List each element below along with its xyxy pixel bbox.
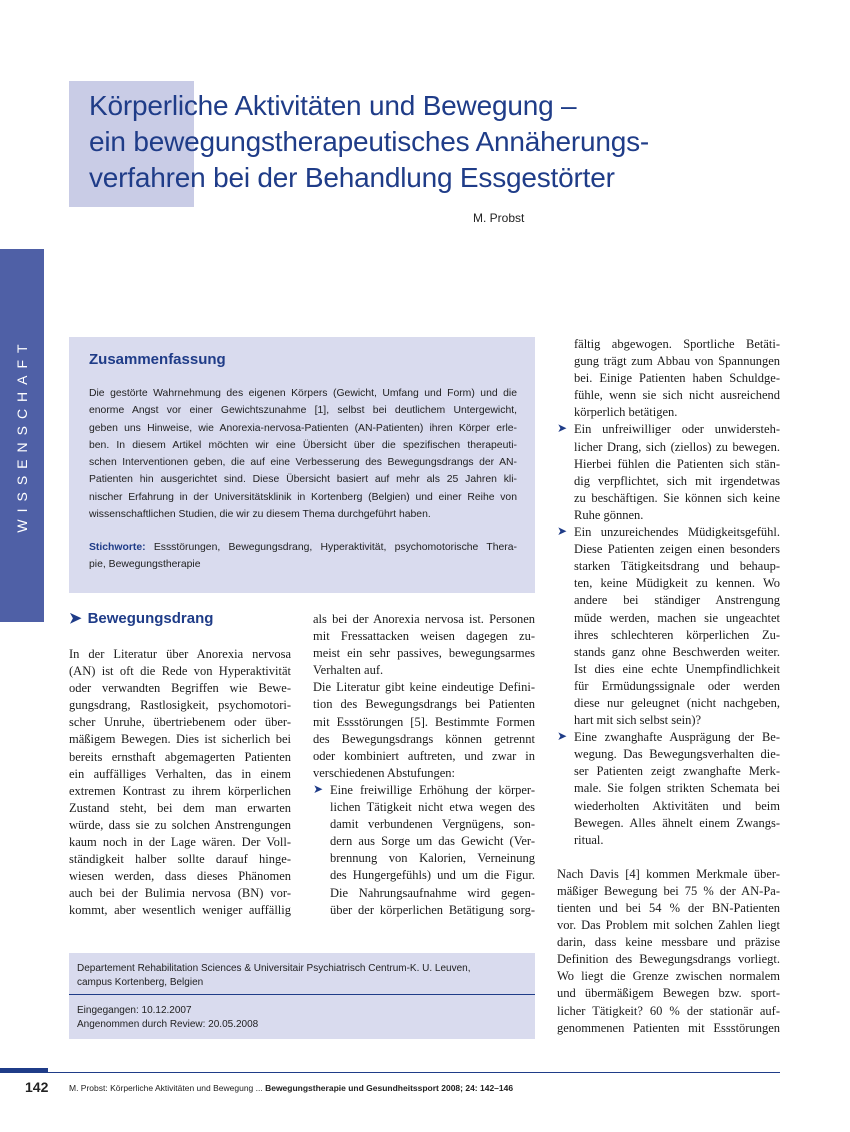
arrow-bullet-icon: ➤: [557, 524, 568, 539]
body-line: (AN) ist oft die Rede von Hyperaktivität: [69, 664, 291, 679]
body-line: male. Sie folgen strikten Schemata bei: [574, 781, 780, 796]
body-line: meist ein sehr passives, bewegungsarmes: [313, 646, 535, 661]
author: M. Probst: [473, 211, 525, 225]
body-line: kaum noch in der Lage wären. Der Voll-: [69, 835, 291, 850]
arrow-bullet-icon: ➤: [69, 610, 82, 627]
body-line: darin, dass keine messbare und präzise: [557, 935, 780, 950]
abstract-body: [89, 385, 517, 523]
body-line: ritual.: [574, 832, 604, 847]
body-line: andere bei ständiger Anstrengung: [574, 593, 780, 608]
body-line: fühle, wenn sie sich nicht ausreichend: [574, 388, 780, 403]
abstract-line: Die gestörte Wahrnehmung des eigenen Körpers (Gewicht, Umfang und Form) und die: [89, 388, 517, 399]
body-line: müde werden, machen sie ungeachtet: [574, 610, 780, 625]
body-line: starken Tätigkeitsdrang und behaup-: [574, 559, 780, 574]
body-line: wiesen werden, dass dieses Phänomen: [69, 869, 291, 884]
body-line: licher Tätigkeit? 60 % der stationär auf-: [557, 1003, 780, 1018]
body-line: gung trägt zum Abbau von Spannungen: [574, 354, 780, 369]
body-line: scher Unruhe, übertriebenem oder über-: [69, 715, 291, 730]
body-line: und übermäßigem Bewegen bzw. sport-: [557, 986, 780, 1001]
body-line: vor. Das Problem mit solchen Zahlen liegt: [557, 918, 780, 933]
keywords-line: pie, Bewegungstherapie: [89, 559, 201, 571]
body-line: stands ganz ohne Beschwerden weiter.: [574, 644, 780, 659]
title-line: ein bewegungstherapeutisches Annäherungs-: [89, 126, 649, 157]
section-side-label: WISSENSCHAFT: [14, 337, 30, 533]
body-line: ein auffälliges Verhalten, das in einem: [69, 766, 291, 781]
body-line: licher Drang, sich (ziellos) zu bewegen.: [574, 439, 780, 454]
title-line: Körperliche Aktivitäten und Bewegung –: [89, 90, 577, 121]
body-line: für Ermüdungssignale oder werden: [574, 678, 780, 693]
body-line: ten, keine Müdigkeit zu kennen. Wo: [574, 576, 780, 591]
body-line: Wo liegt die Grenze zwischen normalem: [557, 969, 780, 984]
body-line: fältig abgewogen. Sportliche Betäti-: [574, 337, 780, 351]
list-item: [557, 524, 780, 729]
body-line: bereits ernsthaft abgemagerten Patienten: [69, 749, 291, 764]
affiliation-divider: [69, 994, 535, 995]
body-line: verschiedenen Abstufungen:: [313, 765, 455, 780]
affiliation-line: Departement Rehabilitation Sciences & Universitair Psychiatrisch Centrum-K. U. Leuven,: [77, 963, 471, 974]
body-line: lichen Tätigkeit nicht etwa wegen des: [330, 800, 535, 815]
body-line: ihres schlechteren körperlichen Zu-: [574, 627, 780, 642]
body-line: genommenen Patienten mit Essstörungen: [557, 1020, 780, 1035]
arrow-bullet-icon: ➤: [557, 729, 568, 744]
body-line: Nach Davis [4] kommen Merkmale über-: [557, 866, 780, 881]
section-heading-text: Bewegungsdrang: [87, 610, 214, 627]
list-item: [557, 729, 780, 849]
body-line: mit Essstörungen [5]. Bestimmte Formen: [313, 714, 535, 729]
footer-citation: [69, 1083, 513, 1093]
body-line: ständigkeit halber sollte darauf hinge-: [69, 852, 291, 867]
affiliation: [77, 962, 471, 989]
body-line: extremen Kontrast zu ihrem körperlichen: [69, 783, 291, 798]
list-item-continued: [557, 336, 780, 421]
citation-journal: Bewegungstherapie und Gesundheitssport 2008; 24: 142–146: [265, 1083, 514, 1093]
footer-rule: [48, 1072, 780, 1073]
abstract-box: [69, 337, 535, 593]
list-item: [557, 421, 780, 524]
keywords-label: Stichworte:: [89, 542, 146, 553]
abstract-line: enorme Angst vor einer Gewichtszunahme [1], selbst bei deutlichem Untergewicht,: [89, 405, 517, 417]
body-line: oder kombiniert auftreten, und zwar in: [313, 748, 535, 763]
body-line: Ein unfreiwilliger oder unwidersteh-: [574, 422, 780, 437]
paragraph-gap: [557, 849, 780, 866]
body-line: damit verbundenen Vergnügens, son-: [330, 817, 535, 832]
page-number: 142: [25, 1079, 49, 1095]
body-line: hart mit sich selbst sein)?: [574, 713, 702, 728]
title-line: verfahren bei der Behandlung Essgestörter: [89, 162, 615, 193]
body-line: Eine freiwillige Erhöhung der körper-: [330, 782, 535, 797]
body-line: ser Patienten zeigt zwanghafte Merk-: [574, 764, 780, 779]
body-line: zu beschäftigen. Sie können sich keine: [574, 490, 780, 505]
abstract-line: Patienten hin ausgerichtet sind. Diese Übersicht basiert auf mehr als 25 Jahren kli-: [89, 474, 517, 486]
affiliation-line: campus Kortenberg, Belgien: [77, 976, 204, 988]
abstract-line: ben. In diesem Artikel möchten wir eine Übersicht über die spezifischen therapeuti-: [89, 439, 517, 451]
affiliation-box: [69, 953, 535, 1039]
body-line: mäßiger Bewegung bei 75 % der AN-Pa-: [557, 883, 780, 898]
arrow-bullet-icon: ➤: [557, 421, 568, 436]
text-column-3: [557, 336, 780, 1037]
body-line: Hierbei fühlen die Patienten sich stän-: [574, 456, 780, 471]
body-line: gungsdrang, Rastlosigkeit, psychomotori-: [69, 698, 291, 713]
body-line: Ruhe gönnen.: [574, 507, 644, 522]
body-line: bei. Einige Patienten haben Schuldge-: [574, 371, 780, 386]
accepted-date: Angenommen durch Review: 20.05.2008: [77, 1018, 259, 1030]
body-line: Zustand steht, bei dem man erwarten: [69, 800, 291, 815]
article-dates: [77, 1004, 258, 1031]
body-line: Ist dies eine echte Unempfindlichkeit: [574, 661, 780, 676]
received-date: Eingegangen: 10.12.2007: [77, 1005, 192, 1016]
body-line: über der körperlichen Betätigung sorg-: [330, 902, 535, 917]
arrow-bullet-icon: ➤: [313, 781, 324, 796]
body-line: wegung. Das Bewegungsverhalten die-: [574, 747, 780, 762]
abstract-heading: Zusammenfassung: [89, 351, 226, 368]
body-line: Die Nahrungsaufnahme wird gegen-: [330, 885, 535, 900]
body-line: Diese Patienten zeigen einen besonders: [574, 542, 780, 557]
text-column-2: [313, 611, 535, 919]
keywords-text: Essstörungen, Bewegungsdrang, Hyperaktivität, psychomotorische Thera-: [145, 542, 517, 553]
body-line: Definition des Bewegungsdrangs vorliegt.: [557, 952, 780, 967]
abstract-line: schen Interventionen geben, die auf eine Verbesserung des Bewegungsdrangs der AN-: [89, 457, 517, 469]
body-line: brennung von Kalorien, Verneinung: [330, 851, 535, 866]
abstract-line: nischer Erfahrung in der Universitätsklinik in Kortenberg (Belgien) und einer Reihe von: [89, 491, 517, 503]
body-line: würde, dass sie zu solchen Anstrengungen: [69, 817, 291, 832]
abstract-line: geben uns Hinweise, wie Anorexia-nervosa-Patienten (AN-Patienten) ihren Körper erle-: [89, 422, 517, 434]
section-heading: [69, 609, 213, 627]
article-title: [89, 88, 789, 196]
body-line: Ein unzureichendes Müdigkeitsgefühl.: [574, 525, 780, 540]
body-line: tienten und bei 54 % der BN-Patienten: [557, 901, 780, 915]
body-line: diese nur geleugnet (nicht nachgeben,: [574, 695, 780, 710]
abstract-line: wissenschaftlichen Studien, die wir zu diesem Thema durchgeführt haben.: [89, 509, 431, 521]
body-line: Verhalten auf.: [313, 663, 384, 678]
body-line: Bewegen. Alles ähnelt einem Zwangs-: [574, 815, 780, 830]
body-line: oder verwandten Begriffen wie Bewe-: [69, 681, 291, 696]
body-line: kommt, aber wesentlich weniger auffällig: [69, 903, 291, 918]
body-line: als bei der Anorexia nervosa ist. Personen: [313, 612, 535, 626]
body-line: mäßigem Bewegen. Dies ist sicherlich bei: [69, 732, 291, 747]
body-line: dern aus Sorge um das Gewicht (Ver-: [330, 834, 535, 849]
body-line: Die Literatur gibt keine eindeutige Defini-: [313, 680, 535, 695]
list-item: [313, 782, 535, 919]
body-line: wiederholten Aktivitäten und beim: [574, 798, 780, 813]
keywords-line: [89, 539, 517, 556]
body-line: körperlich betätigen.: [574, 405, 678, 420]
body-line: mit Fressattacken weisen dagegen zu-: [313, 629, 535, 644]
body-line: In der Literatur über Anorexia nervosa: [69, 647, 291, 661]
body-line: des Bewegungsdrangs können getrennt: [313, 731, 535, 746]
body-line: dig verpflichtet, sich mit irgendetwas: [574, 473, 780, 488]
body-line: auch bei der Bulimia nervosa (BN) vor-: [69, 886, 291, 901]
body-line: Eine zwanghafte Ausprägung der Be-: [574, 730, 780, 745]
footer-accent-block: [0, 1068, 48, 1073]
body-line: tion des Bewegungsdrangs bei Patienten: [313, 697, 535, 712]
text-column-1: [69, 646, 291, 920]
citation-prefix: M. Probst: Körperliche Aktivitäten und Bewegung ...: [69, 1083, 266, 1093]
keywords: [89, 539, 517, 574]
body-line: des Hungergefühls) und um die Figur.: [330, 868, 535, 883]
